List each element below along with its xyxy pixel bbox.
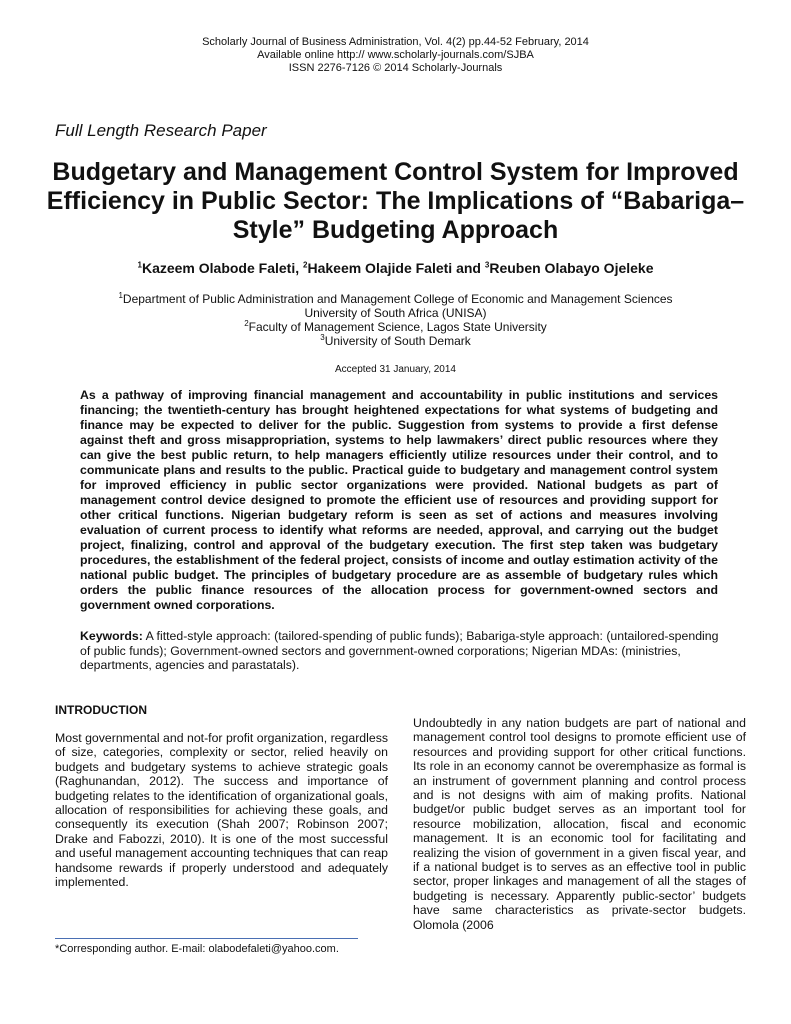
section-heading: INTRODUCTION xyxy=(55,703,147,717)
author-sup: 1 xyxy=(137,260,142,270)
affiliation: University of South Africa (UNISA) xyxy=(304,306,487,320)
affiliation: Faculty of Management Science, Lagos State University xyxy=(248,320,547,334)
author: Reuben Olabayo Ojeleke xyxy=(489,260,654,276)
paper-title: Budgetary and Management Control System for Improved Efficiency in Public Sector: The Implications of “Babariga–Style” Budgeting Approach xyxy=(46,158,745,244)
affiliations xyxy=(0,292,791,348)
paper-type: Full Length Research Paper xyxy=(55,121,267,140)
body-column-left: Most governmental and not-for profit organization, regardless of size, categories, complexity or sector, relied heavily on budgets and budgetary systems to achieve strategic goals (Raghunandan, 2012). The success and importance of budgeting relates to the identification of organizational goals, allocation of responsibilities for achieving these goals, and consequently its execution (Shah 2007; Robinson 2007; Drake and Fabozzi, 2010). It is one of the most successful and useful management accounting techniques that can reap handsome rewards if properly understood and adequately implemented. xyxy=(55,731,388,890)
author: Kazeem Olabode Faleti, xyxy=(141,260,304,276)
keywords-label: Keywords: xyxy=(80,629,143,643)
affil-sup: 3 xyxy=(320,333,325,342)
keywords-text: A fitted-style approach: (tailored-spending of public funds); Babariga-style approach: (untailored-spending of public funds); Government-owned sectors and government-owned corporations; Nigerian MDAs: (ministries, departments, agencies and parastatals). xyxy=(80,629,719,672)
authors xyxy=(0,260,791,276)
affiliation: University of South Demark xyxy=(324,334,471,348)
abstract: As a pathway of improving financial management and accountability in public institutions and services financing; the twentieth-century has brought heightened expectations for what systems of budgeting and finance may be expected to deliver for the public. Suggestion from systems to provide a first defense against theft and gross misappropriation, systems to help lawmakers’ direct public resources where they can give the best public return, to help managers efficiently utilize resources under their control, and to communicate plans and results to the public. Practical guide to budgetary and management control system for improved efficiency in public sector organizations were provided. National budgets as part of management control device designed to promote the efficient use of resources and providing support for other critical functions. Nigerian budgetary reform is seen as set of actions and measures involving evaluation of current process to identify what reforms are needed, approval, and carrying out the budget project, finalizing, control and approval of the budgetary execution. The first step taken was budgetary procedures, the establishment of the federal project, consists of income and outlay estimation activity of the national public budget. The principles of budgetary procedure are as assemble of budgetary rules which orders the public finance resources of the allocation process for government-owned sectors and government owned corporations. xyxy=(80,388,718,612)
journal-header xyxy=(0,36,791,75)
footnote-divider xyxy=(55,938,358,939)
affil-sup: 2 xyxy=(244,319,249,328)
affil-sup: 1 xyxy=(118,291,123,300)
body-column-right: Undoubtedly in any nation budgets are part of national and management control tool designs to promote efficient use of resources and providing support for other critical functions. Its role in an economy cannot be overemphasize as formal is an instrument of government planning and control process and is not designs with aim of making profits. National budget/or public budget serves as an important tool for resource mobilization, allocation, fiscal and economic management. It is an economic tool for facilitating and realizing the vision of government in a given fiscal year, and if a national budget is to serves as an effective tool in public sector, proper linkages and management of all the stages of budgeting is necessary. Apparently public-sector’ budgets have same characteristics as private-sector budgets. Olomola (2006 xyxy=(413,716,746,932)
accepted-date: Accepted 31 January, 2014 xyxy=(334,364,456,375)
author: Hakeem Olajide Faleti and xyxy=(307,260,485,276)
footnote: *Corresponding author. E-mail: olabodefaleti@yahoo.com. xyxy=(55,943,339,955)
keywords xyxy=(80,629,720,673)
author-sup: 3 xyxy=(484,260,490,270)
author-sup: 2 xyxy=(303,260,308,270)
journal-issn: ISSN 2276-7126 © 2014 Scholarly-Journals xyxy=(288,62,503,74)
affiliation: Department of Public Administration and Management College of Economic and Management Sciences xyxy=(122,292,673,306)
journal-citation: Scholarly Journal of Business Administration, Vol. 4(2) pp.44-52 February, 2014 xyxy=(202,36,589,48)
journal-url: Available online http:// www.scholarly-journals.com/SJBA xyxy=(257,49,534,61)
